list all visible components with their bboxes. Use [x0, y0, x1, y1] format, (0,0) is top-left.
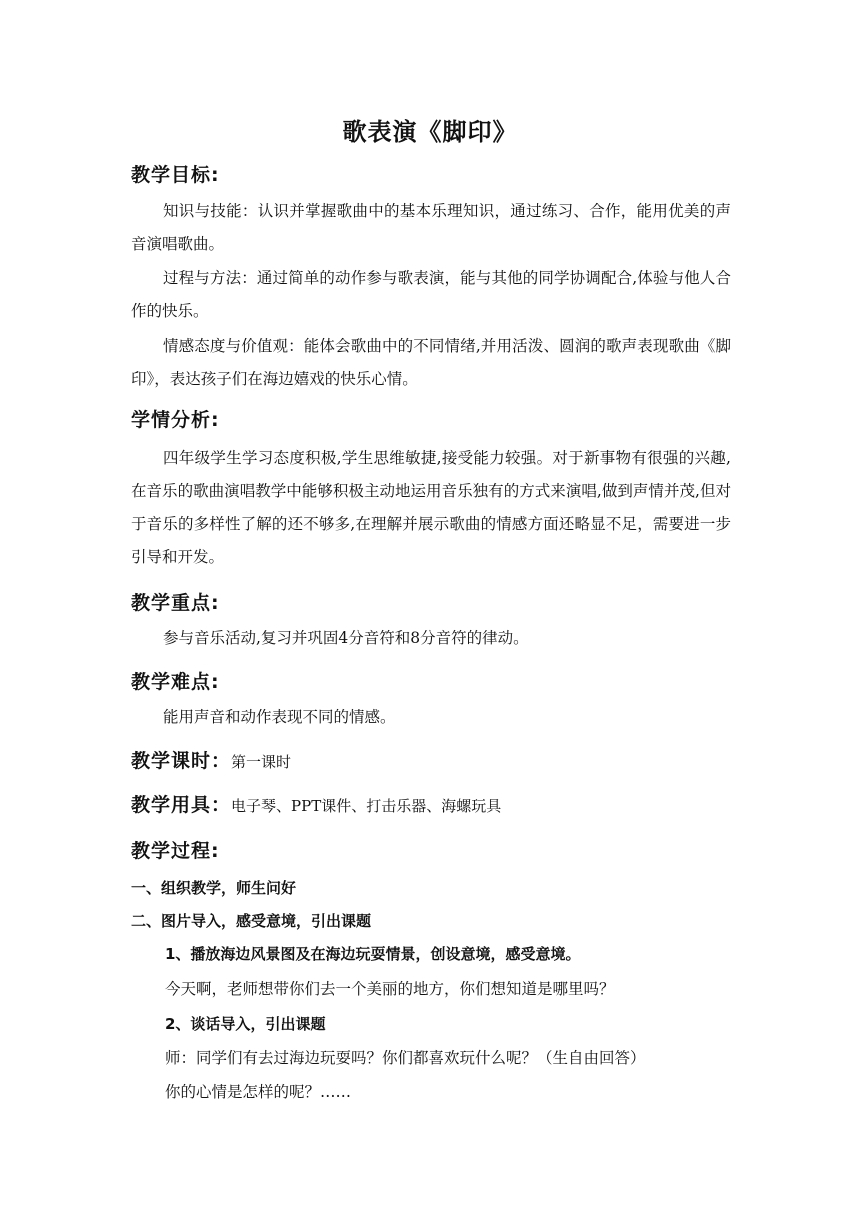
key-points-paragraph: 参与音乐活动,复习并巩固4分音符和8分音符的律动。: [163, 629, 529, 647]
process-step-1: 一、组织教学，师生问好: [131, 879, 297, 897]
process-sub-2-text-2: 你的心情是怎样的呢？……: [165, 1083, 352, 1101]
objectives-paragraph-2: 过程与方法：通过简单的动作参与歌表演，能与其他的同学协调配合,体验与他人合作的快乐。: [131, 269, 731, 320]
key-points-heading: 教学重点:: [131, 592, 220, 614]
tools-label: 教学用具：: [131, 794, 232, 816]
objectives-paragraph-3: 情感态度与价值观：能体会歌曲中的不同情绪,并用活泼、圆润的歌声表现歌曲《脚印》，表达孩子们在海边嬉戏的快乐心情。: [131, 337, 731, 388]
objectives-paragraph-1: 知识与技能：认识并掌握歌曲中的基本乐理知识，通过练习、合作，能用优美的声音演唱歌曲。: [131, 202, 731, 253]
analysis-heading: 学情分析:: [131, 409, 220, 431]
process-sub-1: 1、播放海边风景图及在海边玩耍情景，创设意境，感受意境。: [165, 945, 581, 963]
analysis-paragraph: 四年级学生学习态度积极,学生思维敏捷,接受能力较强。对于新事物有很强的兴趣,在音乐的歌曲演唱教学中能够积极主动地运用音乐独有的方式来演唱,做到声情并茂,但对于音乐的多样性了解的还不够多,在理解并展示歌曲的情感方面还略显不足，需要进一步引导和开发。: [131, 449, 731, 566]
process-step-2: 二、图片导入，感受意境，引出课题: [131, 912, 372, 930]
class-hours-value: 第一课时: [231, 753, 292, 771]
process-heading: 教学过程:: [131, 840, 220, 862]
objectives-heading: 教学目标:: [131, 164, 220, 186]
tools-value: 电子琴、PPT课件、打击乐器、海螺玩具: [231, 797, 502, 815]
class-hours-label: 教学课时：: [131, 750, 232, 772]
class-hours-line: [131, 746, 291, 773]
difficulties-heading: 教学难点:: [131, 671, 220, 693]
tools-line: [131, 790, 501, 817]
document-title: 歌表演《脚印》: [342, 118, 518, 146]
process-sub-1-text: 今天啊，老师想带你们去一个美丽的地方，你们想知道是哪里吗？: [165, 980, 615, 998]
process-sub-2-text-1: 师：同学们有去过海边玩耍吗？你们都喜欢玩什么呢？（生自由回答）: [165, 1049, 646, 1067]
difficulties-paragraph: 能用声音和动作表现不同的情感。: [163, 708, 396, 726]
process-sub-2: 2、谈话导入，引出课题: [165, 1015, 326, 1033]
